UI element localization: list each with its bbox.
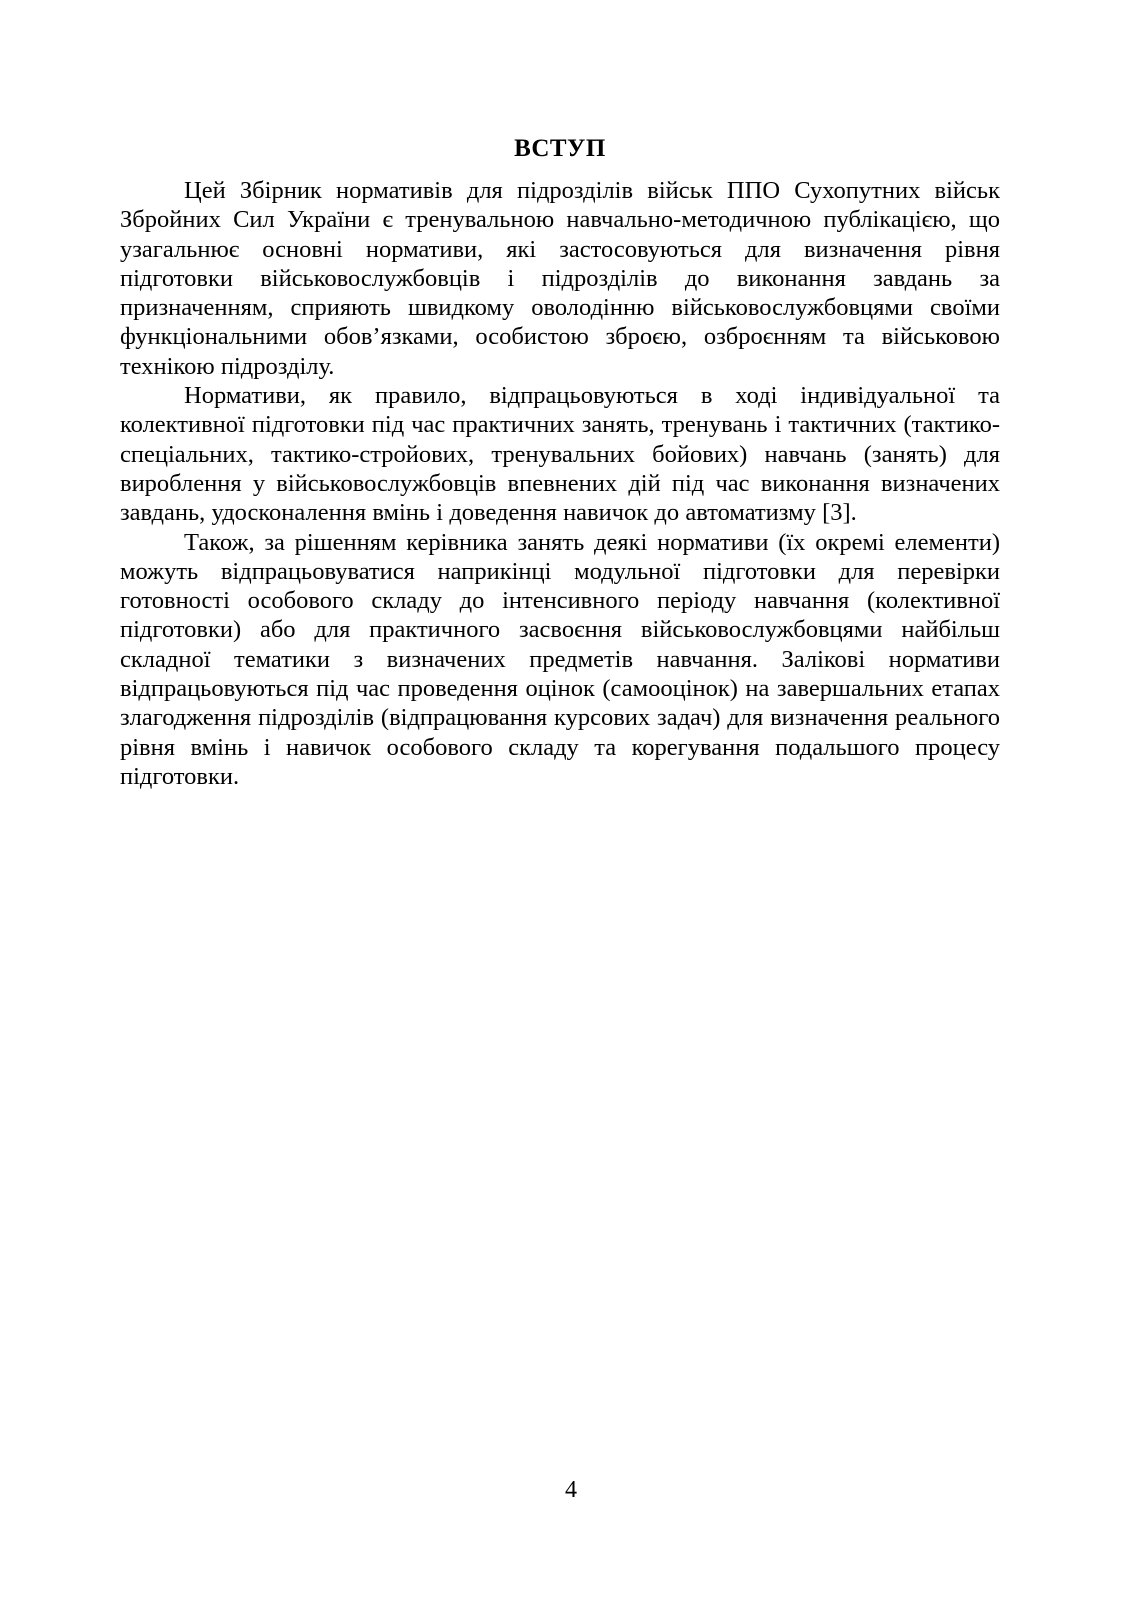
- body-text-block: [120, 176, 1000, 791]
- paragraph-2: Нормативи, як правило, відпрацьовуються в ході індивідуальної та колективної підготовки під час практичних занять, тренувань і тактичних (тактико-спеціальних, тактико-стройових, тренувальних бойових) навчань (занять) для вироблення у військовослужбовців впевнених дій під час виконання визначених завдань, удосконалення вмінь і доведення навичок до автоматизму [3].: [120, 382, 1000, 527]
- paragraph-3: Також, за рішенням керівника занять деякі нормативи (їх окремі елементи) можуть відпрацьовуватися наприкінці модульної підготовки для перевірки готовності особового складу до інтенсивного періоду навчання (колективної підготовки) або для практичного засвоєння військовослужбовцями найбільш складної тематики з визначених предметів навчання. Залікові нормативи відпрацьовуються під час проведення оцінок (самооцінок) на завершальних етапах злагодження підрозділів (відпрацювання курсових задач) для визначення реального рівня вмінь і навичок особового складу та корегування подальшого процесу підготовки.: [120, 528, 1000, 790]
- page-title: ВСТУП: [514, 134, 606, 162]
- paragraph-1: Цей Збірник нормативів для підрозділів військ ППО Сухопутних військ Збройних Сил України є тренувальною навчально-методичною публікацією, що узагальнює основні нормативи, які застосовуються для визначення рівня підготовки військовослужбовців і підрозділів до виконання завдань за призначенням, сприяють швидкому оволодінню військовослужбовцями своїми функціональними обов’язками, особистою зброєю, озброєнням та військовою технікою підрозділу.: [120, 177, 1000, 380]
- page-number: 4: [565, 1477, 577, 1503]
